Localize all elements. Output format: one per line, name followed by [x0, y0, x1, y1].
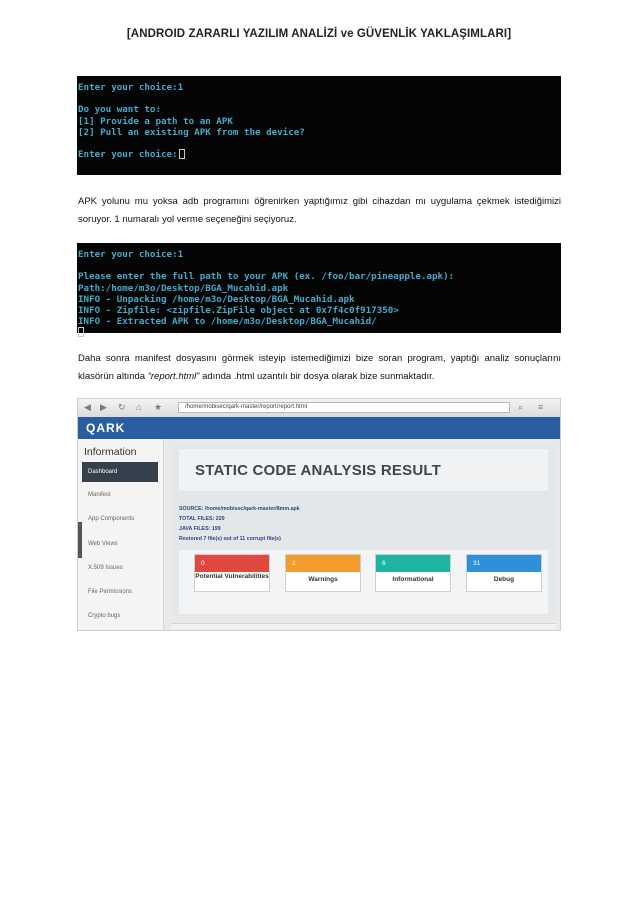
terminal-line — [78, 93, 561, 104]
terminal-line: Do you want to: — [78, 104, 161, 116]
sidebar-item-app-components[interactable]: App Components — [88, 516, 135, 522]
terminal-line: INFO - Zipfile: <zipfile.ZipFile object at 0x7f4c0f917350> — [78, 304, 399, 316]
card-vulnerabilities[interactable] — [194, 554, 270, 592]
terminal-screenshot-2 — [77, 243, 561, 333]
paragraph-2: Daha sonra manifest dosyasını görmek isteyip istemediğimizi bize soran program, yaptığı analiz sonuçlarını klasörün altında “report.html” adında .html uzantılı bir dosya olarak bize sunmaktadır. — [78, 353, 561, 382]
card-label: Informational — [392, 576, 434, 583]
card-count: 6 — [376, 555, 450, 572]
card-count: 2 — [286, 555, 360, 572]
terminal-cursor-line — [78, 327, 561, 338]
qark-logo: QARK — [86, 421, 126, 435]
sidebar-title: Information — [84, 446, 137, 458]
terminal-line: Path:/home/m3o/Desktop/BGA_Mucahid.apk — [78, 282, 289, 294]
terminal-line: Please enter the full path to your APK (ex. /foo/bar/pineapple.apk): — [78, 271, 455, 283]
card-count: 0 — [195, 555, 269, 572]
report-filename: “report.html” — [147, 371, 200, 382]
sidebar-item-manifest[interactable]: Manifest — [88, 492, 111, 498]
total-files: TOTAL FILES: 220 — [179, 516, 225, 522]
menu-icon[interactable]: ≡ — [538, 402, 544, 412]
terminal-line: INFO - Extracted APK to /home/m3o/Desktop/BGA_Mucahid/ — [78, 316, 377, 328]
sidebar-item-dashboard[interactable]: Dashboard — [82, 462, 158, 482]
card-informational[interactable] — [375, 554, 451, 592]
report-content — [171, 446, 556, 616]
terminal-line: [1] Provide a path to an APK — [78, 115, 233, 127]
sidebar-item-file-permissions[interactable]: File Permissions — [88, 589, 133, 595]
summary-cards — [179, 550, 548, 614]
title-panel — [179, 449, 548, 491]
card-count: 31 — [467, 555, 541, 572]
paragraph-1: APK yolunu mu yoksa adb programını öğrenirken yaptığımız gibi cihazdan mı uygulama çekmek istediğimizi soruyor. 1 numaralı yol verme seçeneğini seçiyoruz. — [78, 196, 561, 225]
sidebar-item-x509-issues[interactable]: X.509 Issues — [88, 565, 123, 571]
card-label: Potential Vulnerabilities — [195, 573, 269, 580]
terminal-prompt: Enter your choice: — [78, 149, 178, 161]
back-icon[interactable]: ◀ — [84, 402, 91, 412]
browser-navbar — [78, 399, 561, 418]
terminal-line: INFO - Unpacking /home/m3o/Desktop/BGA_Mucahid.apk — [78, 293, 355, 305]
terminal-line — [78, 138, 561, 149]
sidebar-scroll-marker — [78, 522, 82, 558]
qark-header — [78, 417, 561, 439]
terminal-line — [78, 260, 561, 271]
reload-icon[interactable]: ↻ — [118, 402, 126, 412]
document-header: [ANDROID ZARARLI YAZILIM ANALİZİ ve GÜVENLİK YAKLAŞIMLARI] — [126, 28, 512, 40]
source-path: SOURCE: /home/mobisec/qark-master/8mm.apk — [179, 506, 300, 512]
card-warnings[interactable] — [285, 554, 361, 592]
content-bottom-panel — [171, 623, 556, 631]
card-label: Warnings — [308, 576, 338, 583]
sidebar — [78, 439, 164, 631]
cursor-icon — [179, 149, 185, 159]
terminal-screenshot-1 — [77, 76, 561, 175]
java-files: JAVA FILES: 199 — [179, 526, 221, 532]
terminal-line: [2] Pull an existing APK from the device? — [78, 126, 305, 138]
forward-icon[interactable]: ▶ — [100, 402, 107, 412]
bookmark-star-icon[interactable]: ★ — [154, 402, 163, 412]
qark-report-screenshot — [77, 398, 561, 631]
restored-files: Restored 7 file(s) out of 11 corrupt file(s) — [179, 536, 281, 542]
card-debug[interactable] — [466, 554, 542, 592]
sidebar-item-crypto-bugs[interactable]: Crypto bugs — [88, 613, 121, 619]
card-label: Debug — [493, 576, 515, 583]
terminal-prompt-line — [78, 149, 561, 160]
page-title: STATIC CODE ANALYSIS RESULT — [195, 462, 441, 479]
home-icon[interactable]: ⌂ — [136, 402, 142, 412]
terminal-line: Enter your choice:1 — [78, 82, 184, 93]
sidebar-item-web-views[interactable]: Web Views — [88, 541, 118, 547]
cursor-icon — [78, 327, 84, 337]
terminal-line: Enter your choice:1 — [78, 249, 184, 260]
url-bar[interactable]: /home/mobisec/qark-master/report/report.html — [178, 402, 510, 413]
search-icon[interactable]: ⌕ — [518, 402, 524, 412]
